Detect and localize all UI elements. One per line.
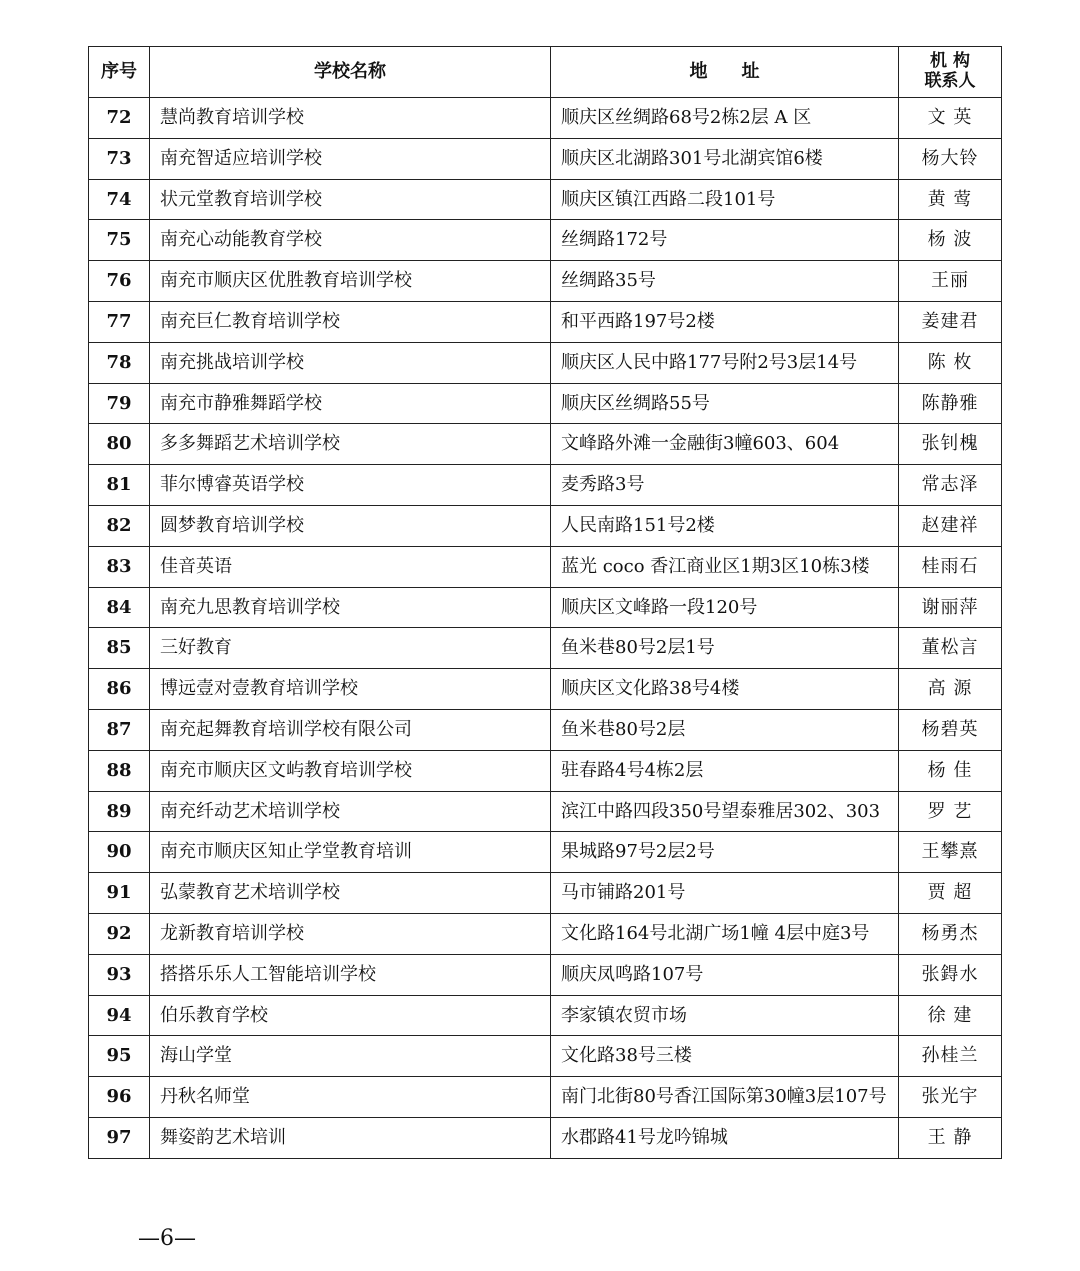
- cell-address: 麦秀路3号: [551, 465, 899, 506]
- table-row: [89, 1077, 1002, 1118]
- school-list-table: [88, 46, 1002, 1159]
- cell-school-name: 搭搭乐乐人工智能培训学校: [150, 954, 551, 995]
- cell-school-name: 多多舞蹈艺术培训学校: [150, 424, 551, 465]
- header-school-name: 学校名称: [150, 47, 551, 98]
- table-row: [89, 873, 1002, 914]
- cell-serial-number: 76: [89, 261, 150, 302]
- cell-school-name: 南充市顺庆区知止学堂教育培训: [150, 832, 551, 873]
- table-row: [89, 709, 1002, 750]
- cell-address: 顺庆区人民中路177号附2号3层14号: [551, 342, 899, 383]
- cell-address: 李家镇农贸市场: [551, 995, 899, 1036]
- cell-serial-number: 79: [89, 383, 150, 424]
- table-row: [89, 220, 1002, 261]
- cell-serial-number: 85: [89, 628, 150, 669]
- header-serial-number: 序号: [89, 47, 150, 98]
- cell-address: 驻春路4号4栋2层: [551, 750, 899, 791]
- table-row: [89, 98, 1002, 139]
- cell-address: 顺庆区丝绸路55号: [551, 383, 899, 424]
- cell-serial-number: 77: [89, 301, 150, 342]
- cell-school-name: 舞姿韵艺术培训: [150, 1117, 551, 1158]
- cell-school-name: 伯乐教育学校: [150, 995, 551, 1036]
- cell-address: 水郡路41号龙吟锦城: [551, 1117, 899, 1158]
- cell-school-name: 南充纤动艺术培训学校: [150, 791, 551, 832]
- cell-contact-person: 杨 佳: [899, 750, 1002, 791]
- table-row: [89, 669, 1002, 710]
- table-row: [89, 301, 1002, 342]
- table-row: [89, 995, 1002, 1036]
- cell-address: 文化路38号三楼: [551, 1036, 899, 1077]
- cell-school-name: 南充市静雅舞蹈学校: [150, 383, 551, 424]
- table-row: [89, 465, 1002, 506]
- cell-contact-person: 张鍀水: [899, 954, 1002, 995]
- cell-contact-person: 陈 枚: [899, 342, 1002, 383]
- cell-address: 鱼米巷80号2层: [551, 709, 899, 750]
- cell-address: 文化路164号北湖广场1幢 4层中庭3号: [551, 913, 899, 954]
- cell-contact-person: 杨碧英: [899, 709, 1002, 750]
- cell-serial-number: 75: [89, 220, 150, 261]
- cell-serial-number: 93: [89, 954, 150, 995]
- cell-address: 丝绸路35号: [551, 261, 899, 302]
- cell-contact-person: 王丽: [899, 261, 1002, 302]
- cell-school-name: 海山学堂: [150, 1036, 551, 1077]
- table-row: [89, 505, 1002, 546]
- table-row: [89, 1036, 1002, 1077]
- cell-contact-person: 董松言: [899, 628, 1002, 669]
- cell-serial-number: 72: [89, 98, 150, 139]
- cell-address: 和平西路197号2楼: [551, 301, 899, 342]
- table-row: [89, 383, 1002, 424]
- cell-serial-number: 81: [89, 465, 150, 506]
- cell-serial-number: 84: [89, 587, 150, 628]
- cell-contact-person: 谢丽萍: [899, 587, 1002, 628]
- table-row: [89, 138, 1002, 179]
- cell-serial-number: 74: [89, 179, 150, 220]
- header-contact-line1: 机 构: [930, 51, 970, 72]
- cell-address: 南门北街80号香江国际第30幢3层107号: [551, 1077, 899, 1118]
- table-row: [89, 587, 1002, 628]
- cell-serial-number: 80: [89, 424, 150, 465]
- cell-school-name: 南充心动能教育学校: [150, 220, 551, 261]
- cell-address: 蓝光 coco 香江商业区1期3区10栋3楼: [551, 546, 899, 587]
- table-row: [89, 342, 1002, 383]
- cell-serial-number: 78: [89, 342, 150, 383]
- cell-school-name: 菲尔博睿英语学校: [150, 465, 551, 506]
- cell-address: 鱼米巷80号2层1号: [551, 628, 899, 669]
- table-row: [89, 628, 1002, 669]
- cell-school-name: 南充市顺庆区优胜教育培训学校: [150, 261, 551, 302]
- cell-contact-person: 姜建君: [899, 301, 1002, 342]
- cell-contact-person: 桂雨石: [899, 546, 1002, 587]
- cell-school-name: 慧尚教育培训学校: [150, 98, 551, 139]
- cell-contact-person: 黄 莺: [899, 179, 1002, 220]
- cell-address: 顺庆区北湖路301号北湖宾馆6楼: [551, 138, 899, 179]
- cell-school-name: 博远壹对壹教育培训学校: [150, 669, 551, 710]
- cell-serial-number: 91: [89, 873, 150, 914]
- cell-contact-person: 高 源: [899, 669, 1002, 710]
- cell-school-name: 南充巨仁教育培训学校: [150, 301, 551, 342]
- table-row: [89, 750, 1002, 791]
- cell-contact-person: 王 静: [899, 1117, 1002, 1158]
- cell-serial-number: 95: [89, 1036, 150, 1077]
- cell-school-name: 南充智适应培训学校: [150, 138, 551, 179]
- cell-contact-person: 徐 建: [899, 995, 1002, 1036]
- cell-address: 人民南路151号2楼: [551, 505, 899, 546]
- cell-contact-person: 张钊槐: [899, 424, 1002, 465]
- cell-school-name: 南充起舞教育培训学校有限公司: [150, 709, 551, 750]
- cell-school-name: 南充市顺庆区文屿教育培训学校: [150, 750, 551, 791]
- cell-address: 马市铺路201号: [551, 873, 899, 914]
- header-row: [89, 47, 1002, 98]
- cell-contact-person: 王攀熹: [899, 832, 1002, 873]
- cell-serial-number: 89: [89, 791, 150, 832]
- header-contact: [899, 47, 1002, 98]
- table-row: [89, 1117, 1002, 1158]
- cell-serial-number: 96: [89, 1077, 150, 1118]
- cell-address: 顺庆区丝绸路68号2栋2层 A 区: [551, 98, 899, 139]
- cell-address: 果城路97号2层2号: [551, 832, 899, 873]
- cell-address: 顺庆区镇江西路二段101号: [551, 179, 899, 220]
- cell-contact-person: 张光宇: [899, 1077, 1002, 1118]
- table-body: [89, 98, 1002, 1159]
- cell-serial-number: 88: [89, 750, 150, 791]
- cell-contact-person: 陈静雅: [899, 383, 1002, 424]
- cell-address: 文峰路外滩一金融街3幢603、604: [551, 424, 899, 465]
- table-row: [89, 179, 1002, 220]
- cell-contact-person: 杨大铃: [899, 138, 1002, 179]
- table-row: [89, 832, 1002, 873]
- table-row: [89, 954, 1002, 995]
- cell-serial-number: 86: [89, 669, 150, 710]
- cell-address: 丝绸路172号: [551, 220, 899, 261]
- table-row: [89, 424, 1002, 465]
- cell-address: 滨江中路四段350号望泰雅居302、303: [551, 791, 899, 832]
- cell-contact-person: 杨勇杰: [899, 913, 1002, 954]
- cell-address: 顺庆区文峰路一段120号: [551, 587, 899, 628]
- cell-school-name: 龙新教育培训学校: [150, 913, 551, 954]
- cell-school-name: 弘蒙教育艺术培训学校: [150, 873, 551, 914]
- cell-school-name: 南充九思教育培训学校: [150, 587, 551, 628]
- cell-contact-person: 文 英: [899, 98, 1002, 139]
- cell-school-name: 状元堂教育培训学校: [150, 179, 551, 220]
- cell-contact-person: 罗 艺: [899, 791, 1002, 832]
- table-row: [89, 913, 1002, 954]
- cell-serial-number: 97: [89, 1117, 150, 1158]
- cell-school-name: 三好教育: [150, 628, 551, 669]
- header-address-label: 地址: [689, 61, 794, 83]
- cell-contact-person: 杨 波: [899, 220, 1002, 261]
- cell-contact-person: 贾 超: [899, 873, 1002, 914]
- page-number: —6—: [138, 1226, 196, 1251]
- cell-school-name: 圆梦教育培训学校: [150, 505, 551, 546]
- table-header: [89, 47, 1002, 98]
- table-row: [89, 546, 1002, 587]
- cell-contact-person: 常志泽: [899, 465, 1002, 506]
- cell-serial-number: 73: [89, 138, 150, 179]
- table-row: [89, 261, 1002, 302]
- cell-serial-number: 92: [89, 913, 150, 954]
- cell-serial-number: 82: [89, 505, 150, 546]
- header-address: [551, 47, 899, 98]
- cell-school-name: 丹秋名师堂: [150, 1077, 551, 1118]
- cell-address: 顺庆凤鸣路107号: [551, 954, 899, 995]
- cell-serial-number: 94: [89, 995, 150, 1036]
- cell-contact-person: 赵建祥: [899, 505, 1002, 546]
- cell-serial-number: 90: [89, 832, 150, 873]
- cell-school-name: 南充挑战培训学校: [150, 342, 551, 383]
- cell-contact-person: 孙桂兰: [899, 1036, 1002, 1077]
- cell-address: 顺庆区文化路38号4楼: [551, 669, 899, 710]
- cell-school-name: 佳音英语: [150, 546, 551, 587]
- cell-serial-number: 87: [89, 709, 150, 750]
- cell-serial-number: 83: [89, 546, 150, 587]
- header-contact-line2: 联系人: [924, 71, 976, 91]
- table-row: [89, 791, 1002, 832]
